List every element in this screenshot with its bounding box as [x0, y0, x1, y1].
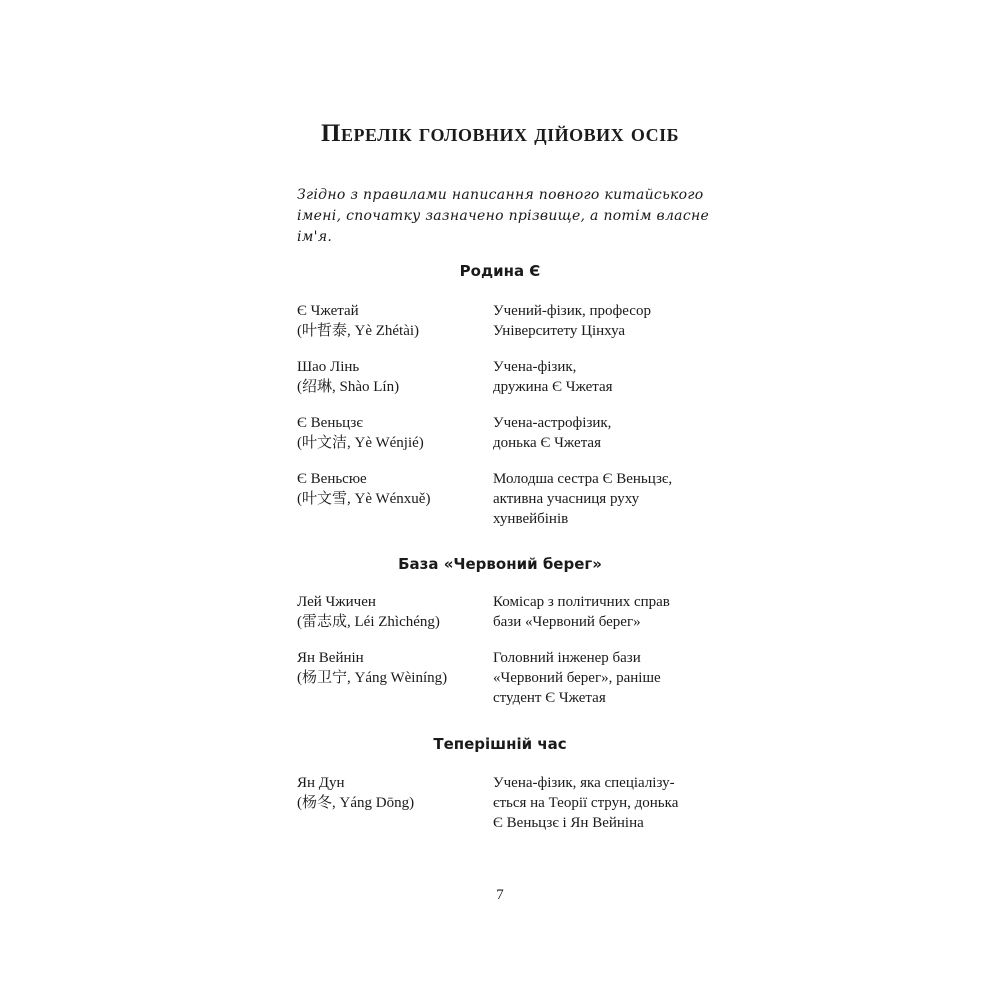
description-line: Університету Цінхуа — [493, 323, 626, 339]
character-name: Є Чжетай — [297, 303, 359, 319]
description-line: бази «Червоний берег» — [493, 614, 641, 630]
character-name-block — [297, 301, 487, 341]
description-line: Учений-фізик, професор — [493, 303, 651, 319]
intro-paragraph: Згідно з правилами написання повного китайського імені, спочатку зазначено прізвище, а потім власне ім'я. — [297, 187, 710, 245]
character-chinese-name: (叶文洁, Yè Wénjié) — [297, 435, 424, 451]
character-name-block — [297, 357, 487, 397]
description-line: «Червоний берег», раніше — [493, 670, 661, 686]
character-description — [493, 413, 723, 453]
character-chinese-name: (杨卫宁, Yáng Wèiníng) — [297, 670, 448, 686]
character-name: Шао Лінь — [297, 359, 360, 375]
description-line: Головний інженер бази — [493, 650, 641, 666]
character-description — [493, 301, 723, 341]
character-name: Є Веньцзє — [297, 415, 363, 431]
character-name: Ян Вейнін — [297, 650, 364, 666]
character-name-block — [297, 592, 487, 632]
section-heading-red-coast-base: База «Червоний берег» — [398, 555, 602, 573]
character-description — [493, 773, 723, 833]
section-heading-present-time: Теперішній час — [433, 735, 567, 753]
character-name-block — [297, 413, 487, 453]
character-description — [493, 648, 723, 708]
description-line: дружина Є Чжетая — [493, 379, 613, 395]
character-name: Є Веньсюе — [297, 471, 367, 487]
character-chinese-name: (叶哲泰, Yè Zhétài) — [297, 323, 420, 339]
description-line: Є Веньцзє і Ян Вейніна — [493, 815, 644, 831]
character-chinese-name: (叶文雪, Yè Wénxuě) — [297, 491, 431, 507]
character-name-block — [297, 648, 487, 688]
description-line: Учена-фізик, — [493, 359, 577, 375]
description-line: студент Є Чжетая — [493, 690, 606, 706]
character-name: Лей Чжичен — [297, 594, 376, 610]
description-line: Комісар з політичних справ — [493, 594, 670, 610]
section-heading-ye-family: Родина Є — [459, 262, 541, 280]
description-line: Учена-астрофізик, — [493, 415, 612, 431]
description-line: ється на Теорії струн, донька — [493, 795, 679, 811]
description-line: Молодша сестра Є Веньцзє, — [493, 471, 673, 487]
character-description — [493, 469, 723, 529]
character-description — [493, 357, 723, 397]
page-title: Перелік головних дійових осіб — [321, 120, 679, 147]
character-chinese-name: (雷志成, Léi Zhìchéng) — [297, 614, 440, 630]
description-line: хунвейбінів — [493, 511, 569, 527]
character-name-block — [297, 469, 487, 509]
description-line: донька Є Чжетая — [493, 435, 601, 451]
character-name: Ян Дун — [297, 775, 345, 791]
character-name-block — [297, 773, 487, 813]
page-number: 7 — [496, 887, 504, 903]
character-chinese-name: (绍琳, Shào Lín) — [297, 379, 400, 395]
description-line: активна учасниця руху — [493, 491, 640, 507]
character-description — [493, 592, 723, 632]
description-line: Учена-фізик, яка спеціалізу- — [493, 775, 675, 791]
character-chinese-name: (杨冬, Yáng Dōng) — [297, 795, 415, 811]
